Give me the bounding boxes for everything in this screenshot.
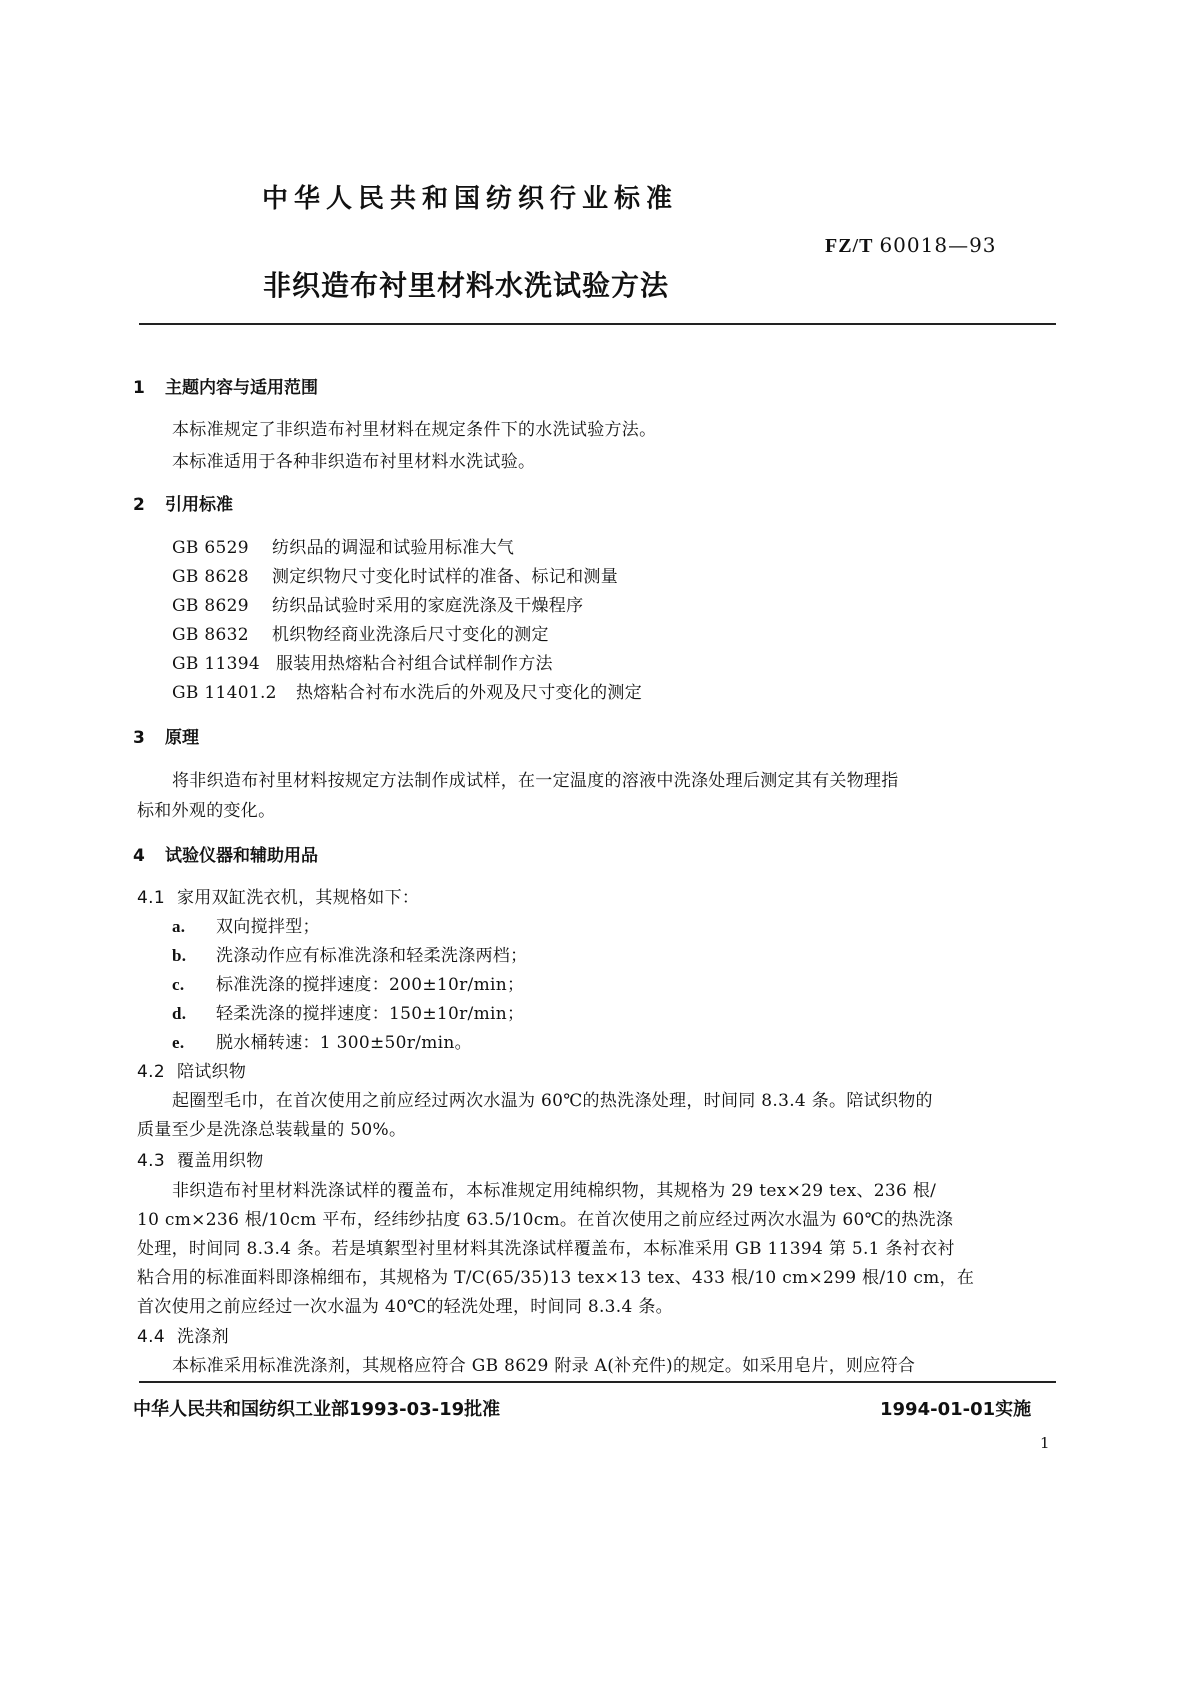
list-item: [172, 999, 524, 1024]
list-item-letter: d.: [172, 1004, 187, 1023]
reference-item: [172, 678, 642, 703]
section-title: 引用标准: [165, 495, 233, 515]
subsection-text: 家用双缸洗衣机，其规格如下：: [177, 888, 420, 908]
subsection-number: 4.3: [137, 1151, 165, 1171]
section-number: 2: [133, 495, 145, 515]
list-item-text: 脱水桶转速：1 300±50r/min。: [216, 1033, 472, 1053]
list-item: [172, 1028, 472, 1053]
subsection-4-4-line-1: 本标准采用标准洗涤剂，其规格应符合 GB 8629 附录 A(补充件)的规定。如采用皂片，则应符合: [172, 1356, 916, 1376]
subsection-number: 4.4: [137, 1327, 165, 1347]
subsection-number: 4.2: [137, 1062, 165, 1082]
reference-item: [172, 533, 514, 558]
section-3-line-2: 标和外观的变化。: [137, 801, 276, 821]
section-title: 试验仪器和辅助用品: [165, 846, 318, 866]
subsection-4-1: [137, 883, 419, 908]
section-1-heading: [133, 373, 318, 398]
subsection-title: 洗涤剂: [177, 1327, 229, 1347]
reference-code: GB 6529: [172, 538, 249, 558]
standard-type-heading: 中华人民共和国纺织行业标准: [262, 184, 679, 214]
footer-divider: [139, 1381, 1056, 1383]
reference-text: 服装用热熔粘合衬组合试样制作方法: [276, 654, 553, 674]
reference-item: [172, 620, 549, 645]
section-2-heading: [133, 490, 233, 515]
reference-code: GB 11401.2: [172, 683, 277, 703]
section-title: 主题内容与适用范围: [165, 378, 318, 398]
subsection-4-3-line-4: 粘合用的标准面料即涤棉细布，其规格为 T/C(65/35)13 tex×13 tex、433 根/10 cm×299 根/10 cm，在: [137, 1268, 975, 1288]
reference-item: [172, 562, 618, 587]
subsection-4-3: [137, 1146, 264, 1171]
reference-text: 测定织物尺寸变化时试样的准备、标记和测量: [272, 567, 618, 587]
list-item-letter: c.: [172, 975, 185, 994]
list-item-letter: e.: [172, 1033, 185, 1052]
standard-code-prefix: FZ/T: [825, 235, 874, 257]
header-divider: [139, 323, 1056, 325]
page-number: 1: [1040, 1434, 1050, 1452]
list-item-text: 双向搅拌型；: [216, 917, 320, 937]
reference-item: [172, 649, 553, 674]
approval-notice: 中华人民共和国纺织工业部1993-03-19批准: [133, 1399, 501, 1420]
list-item-text: 轻柔洗涤的搅拌速度：150±10r/min；: [216, 1004, 525, 1024]
subsection-4-3-line-2: 10 cm×236 根/10cm 平布，经纬纱拈度 63.5/10cm。在首次使用之前应经过两次水温为 60℃的热洗涤: [137, 1210, 954, 1230]
section-1-paragraph-1: 本标准规定了非织造布衬里材料在规定条件下的水洗试验方法。: [172, 420, 657, 440]
list-item: [172, 941, 527, 966]
reference-text: 纺织品试验时采用的家庭洗涤及干燥程序: [272, 596, 584, 616]
section-4-heading: [133, 841, 318, 866]
document-title: 非织造布衬里材料水洗试验方法: [263, 269, 670, 302]
section-1-paragraph-2: 本标准适用于各种非织造布衬里材料水洗试验。: [172, 452, 536, 472]
list-item-text: 标准洗涤的搅拌速度：200±10r/min；: [216, 975, 525, 995]
standard-code-number: 60018—93: [879, 233, 997, 257]
section-3-line-1: 将非织造布衬里材料按规定方法制作成试样，在一定温度的溶液中洗涤处理后测定其有关物理指: [172, 771, 899, 791]
reference-item: [172, 591, 583, 616]
subsection-4-3-line-5: 首次使用之前应经过一次水温为 40℃的轻洗处理，时间同 8.3.4 条。: [137, 1297, 673, 1317]
subsection-4-2-line-2: 质量至少是洗涤总装载量的 50%。: [137, 1120, 407, 1140]
subsection-4-3-line-1: 非织造布衬里材料洗涤试样的覆盖布，本标准规定用纯棉织物，其规格为 29 tex×29 tex、236 根/: [172, 1181, 937, 1201]
subsection-title: 陪试织物: [177, 1062, 247, 1082]
reference-code: GB 8629: [172, 596, 249, 616]
section-title: 原理: [165, 728, 199, 748]
list-item: [172, 912, 320, 937]
reference-text: 热熔粘合衬布水洗后的外观及尺寸变化的测定: [296, 683, 642, 703]
list-item-letter: b.: [172, 946, 187, 965]
reference-text: 纺织品的调湿和试验用标准大气: [272, 538, 515, 558]
subsection-4-2-line-1: 起圈型毛巾，在首次使用之前应经过两次水温为 60℃的热洗涤处理，时间同 8.3.4 条。陪试织物的: [172, 1091, 933, 1111]
reference-code: GB 8632: [172, 625, 249, 645]
section-number: 4: [133, 846, 145, 866]
subsection-4-4: [137, 1322, 229, 1347]
standard-code: [825, 233, 997, 258]
subsection-number: 4.1: [137, 888, 165, 908]
reference-code: GB 8628: [172, 567, 249, 587]
section-3-heading: [133, 723, 199, 748]
reference-code: GB 11394: [172, 654, 260, 674]
list-item-letter: a.: [172, 917, 186, 936]
section-number: 1: [133, 378, 145, 398]
subsection-title: 覆盖用织物: [177, 1151, 264, 1171]
list-item: [172, 970, 524, 995]
section-number: 3: [133, 728, 145, 748]
subsection-4-3-line-3: 处理，时间同 8.3.4 条。若是填絮型衬里材料其洗涤试样覆盖布，本标准采用 GB 11394 第 5.1 条衬衣衬: [137, 1239, 955, 1259]
reference-text: 机织物经商业洗涤后尺寸变化的测定: [272, 625, 549, 645]
list-item-text: 洗涤动作应有标准洗涤和轻柔洗涤两档；: [216, 946, 528, 966]
subsection-4-2: [137, 1057, 246, 1082]
effective-date-notice: 1994-01-01实施: [880, 1399, 1032, 1420]
